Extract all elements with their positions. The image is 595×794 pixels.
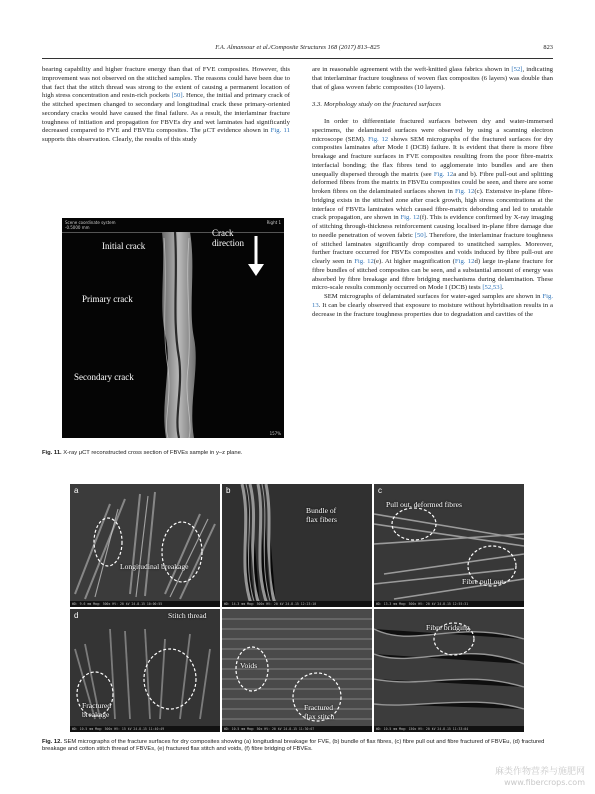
figure-link[interactable]: Fig. 12	[454, 188, 475, 195]
left-column	[42, 66, 290, 145]
sem-info-bar: WD: 10.5 mm Mag: 50x HV: 20 kV 24.8.15 11:30:07	[222, 726, 372, 732]
paragraph: SEM micrographs of delaminated surfaces for water-aged samples are shown in Fig. 13. It can be clearly observed that exposure to moisture without hybridisation results in a decrease in the fracture toughness properties due to degradation and cavities of the	[312, 293, 553, 318]
sem-panel-d	[70, 609, 220, 732]
running-header	[42, 44, 553, 56]
sem-texture	[70, 484, 220, 607]
panel-letter: b	[226, 486, 231, 495]
panel-label: Bundle of flax fibers	[306, 506, 337, 524]
sem-texture	[222, 609, 372, 732]
label-crack-direction: Crack direction	[212, 228, 244, 248]
figure-link[interactable]: Fig. 12	[368, 135, 389, 143]
section-heading: 3.3. Morphology study on the fractured surfaces	[312, 101, 442, 109]
paragraph: In order to differentiate fractured surfaces between dry and water-immersed specimens, the delaminated surfaces were observed by using a scanning electron microscope (SEM). Fig. 12 shows SEM micrographs of the fractured surfaces for dry composites laminates after Mode I (DCB) failure. It is evident that there is more fibre breakage and fracture surfaces in FVE composites resulting from the poor fibre-matrix interfacial bonding; the flax fibres tend to agglomerate into bundles and are then unequally dispersed through the matrix (see Fig. 12a and b). Fibre pull-out and splitting deformed fibres from the matrix in FBVEu composites could be seen, and there are some broken fibres on the delaminated surfaces shown in Fig. 12(c). Extensive in-plane fibre-bridging exists in the stitched zone after crack growth, high stress concentrations at the interface of FBVEs laminates which caused fibre-matrix debonding and led to unstable crack propagation, are shown in Fig. 12(f). This is evidence confirmed by X-ray imaging of stitching through-thickness reinforcement causing localised in-plane fibre damage due to needle penetration of woven fabric [50]. Therefore, the interlaminar fracture toughness of stitched laminates significantly drop compared to unstitched samples. Moreover, further fracture occurred for FBVEs composites and voids induced by fibre pull-out are clearly seen in Fig. 12(e). At higher magnification (Fig. 12d) large in-plane fracture for fibre bundles of stitched composites can be seen, and a substantial amount of energy was absorbed by fibre breakage and fibre bridging mechanisms during delamination. These micro-scale results commonly occurred on Mode I (DCB) tests [52,53].	[312, 118, 554, 292]
panel-label: Pull out, deformed fibres	[386, 500, 462, 509]
sem-info-bar: WD: 10.5 mm Mag: 500x HV: 15 kV 24.8.15 11:40:49	[70, 726, 220, 732]
panel-label: Longitudinal breakage	[120, 562, 189, 571]
sem-panel-f	[374, 609, 524, 732]
sem-panel-a	[70, 484, 220, 607]
site-watermark: 麻类作物营养与施肥网 www.fibercrops.com	[494, 767, 585, 787]
paragraph: bearing capability and higher fracture energy than that of FVE composites. However, this improvement was not observed on the stitched samples. The reasons could have been due to that fact that the stitch thread was strong to the extent of causing a permanent location of high stress concentration and resin-rich pockets [50]. Hence, the initial and primary crack of the stitched specimen changed to secondary and longitudinal crack these primary-oriented secondary cracks would have caused the final failure. As a result, the interlaminar fracture toughness of initiation and propagation for FBVEs dry and wet laminates had significantly decreased compared to FVE and FBVEu composites. The μCT evidence shown in Fig. 11 supports this observation. Clearly, the results of this study	[42, 66, 290, 143]
ref-link[interactable]: [50]	[414, 231, 426, 239]
label-initial-crack: Initial crack	[102, 241, 146, 251]
figure-link[interactable]: Fig. 12	[400, 214, 420, 222]
panel-label: Stitch thread	[168, 611, 207, 620]
sem-panel-c	[374, 484, 524, 607]
viewer-meta: Scene coordinate system -0.5000 mm	[65, 220, 116, 230]
sem-info-bar: WD: 13.3 mm Mag: 500x HV: 20 kV 24.8.15 12:55:31	[374, 601, 524, 607]
sem-info-bar: WD: 9.6 mm Mag: 500x HV: 20 kV 24.8.15 10:00:55	[70, 601, 220, 607]
zoom-readout: 157%	[269, 431, 281, 436]
panel-letter: c	[378, 486, 382, 495]
panel-letter: d	[74, 611, 79, 620]
figure-link[interactable]: Fig. 12	[454, 258, 475, 265]
page-number: 823	[543, 44, 553, 51]
figure-link[interactable]: Fig. 12	[354, 258, 374, 265]
viewer-view-name: Right 1	[266, 220, 281, 225]
sem-info-bar: WD: 10.5 mm Mag: 150x HV: 20 kV 24.8.15 11:33:04	[374, 726, 524, 732]
crack-scan-graphic	[62, 218, 284, 438]
header-rule	[42, 58, 553, 59]
right-column	[312, 66, 553, 319]
figure-12-sem-grid	[70, 484, 524, 734]
figure-11-xct-image	[62, 218, 284, 438]
panel-letter: a	[74, 486, 79, 495]
paragraph: are in reasonable agreement with the weft-knitted glass fabrics shown in [52], indicating that interlaminar fracture toughness of woven flax composites (6 layers) was double than that of glass woven fabric composites (10 layers).	[312, 66, 554, 91]
panel-label: Voids	[240, 661, 258, 670]
panel-label: Fractured flax stitch	[304, 703, 335, 721]
ref-link[interactable]: [52]	[511, 66, 523, 73]
sem-panel-e	[222, 609, 372, 732]
figure-11-caption: Fig. 11. X-ray μCT reconstructed cross section of FBVEs sample in y–z plane.	[42, 450, 243, 456]
label-secondary-crack: Secondary crack	[74, 372, 134, 382]
figure-link[interactable]: Fig. 12	[433, 170, 454, 178]
sem-texture	[222, 484, 372, 607]
ref-link[interactable]: [50]	[171, 92, 183, 100]
ref-link[interactable]: [52,53]	[482, 284, 502, 292]
sem-info-bar: WD: 14.3 mm Mag: 500x HV: 20 kV 24.8.15 12:23:10	[222, 601, 372, 607]
label-primary-crack: Primary crack	[82, 294, 133, 304]
sem-panel-b	[222, 484, 372, 607]
figure-link[interactable]: Fig. 11	[270, 127, 290, 135]
figure-12-caption: Fig. 12. SEM micrographs of the fracture surfaces for dry composites showing (a) longitudinal breakage for FVE, (b) bundle of flax fibres, (c) fibre pull out and fibre fractured of FBVEu, (d) fractured breakage and cotton stitch thread of FBVEs, (e) fractured flax stitch and voids, (f) fibre bridging of FBVEs.	[42, 739, 545, 753]
figure-link[interactable]: Fig. 13	[312, 293, 553, 309]
panel-label: Fibre pull out	[462, 577, 504, 586]
panel-label: Fibre bridging	[426, 623, 470, 632]
panel-label: Fractured breakage	[82, 701, 112, 719]
journal-citation: F.A. Almansour et al./Composite Structures 168 (2017) 813–825	[215, 44, 380, 51]
